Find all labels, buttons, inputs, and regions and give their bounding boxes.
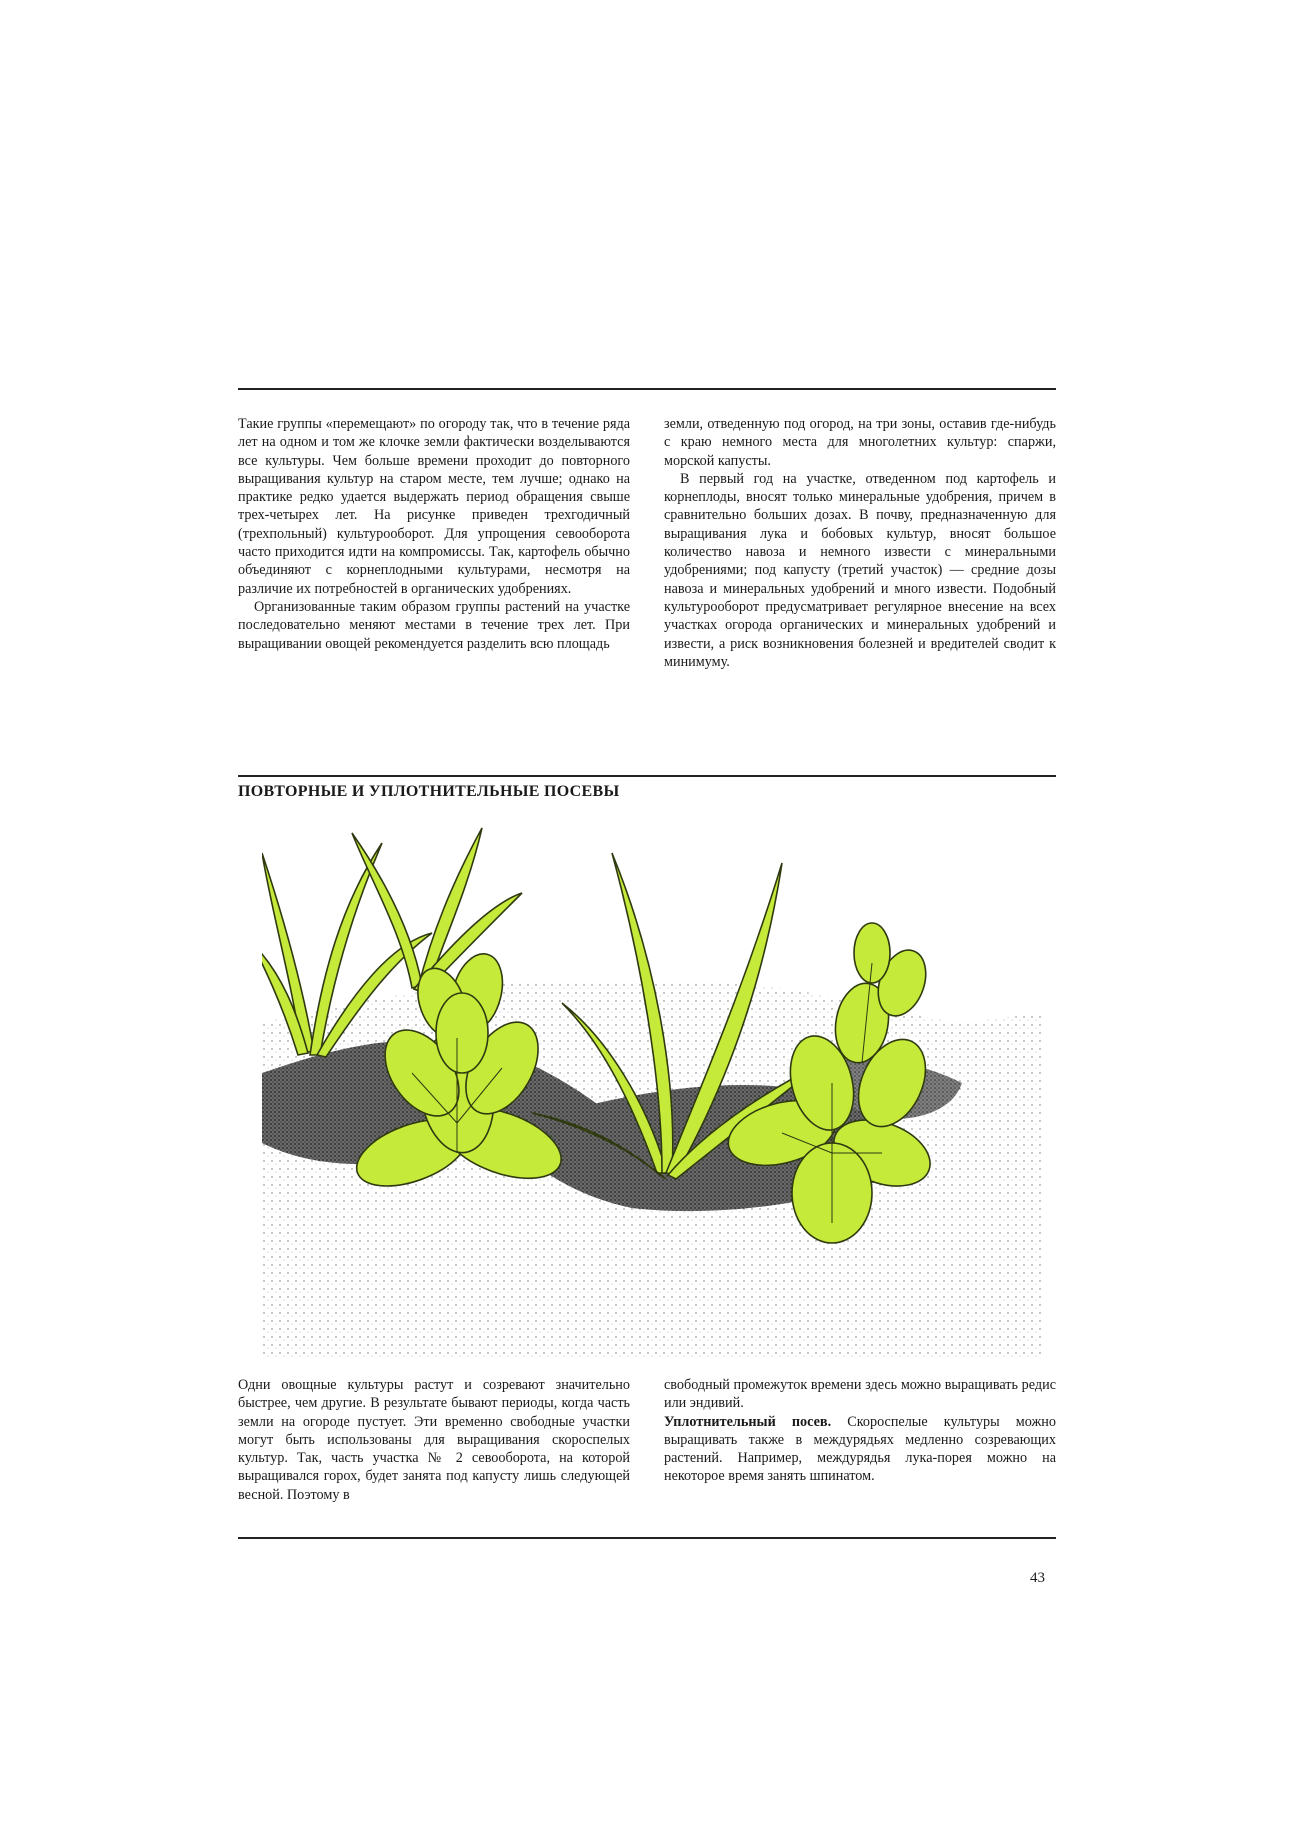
bottom-left-column [238,1376,630,1504]
paragraph [664,1413,1056,1486]
paragraph: Такие группы «перемещают» по огороду так, что в течение ряда лет на одном и том же клочке земли фактически возделываются все культуры. Чем больше времени проходит до повторного выращивания культур на старом месте, тем лучше; однако на практике редко удается выдержать период обращения свыше трех-четырех лет. На рисунке приведен трехгодичный (трехпольный) культурооборот. Для упрощения севооборота часто приходится идти на компромиссы. Так, картофель обычно объединяют с корнеплодными культурами, несмотря на различие их потребностей в органических удобрениях. [238,416,630,597]
bold-term: Уплотнительный посев. [664,1413,832,1430]
paragraph: Организованные таким образом группы растений на участке последовательно меняют местами в течение трех лет. При выращивании овощей рекомендуется разделить всю площадь [238,598,630,652]
section-heading: ПОВТОРНЫЕ И УПЛОТНИТЕЛЬНЫЕ ПОСЕВЫ [238,783,620,800]
top-rule [238,388,1056,390]
paragraph: Одни овощные культуры растут и созревают значительно быстрее, чем другие. В результате бывают периоды, когда часть земли на огороде пустует. Эти временно свободные участки могут быть использованы для выращивания скороспелых культур. Так, часть участка № 2 севооборота, на которой выращивался горох, будет занята под капусту лишь следующей весной. Поэтому в [238,1377,630,1503]
paragraph: свободный промежуток времени здесь можно выращивать редис или эндивий. [664,1377,1056,1412]
bottom-rule [238,1537,1056,1539]
paragraph: В первый год на участке, отведенном под картофель и корнеплоды, вносят только минеральные удобрения, причем в сравнительно больших дозах. В почву, предназначенную для выращивания лука и бобовых культур, вносят большое количество навоза и немного извести с минеральными удобрениями; под капусту (третий участок) — средние дозы навоза и минеральных удобрений и много извести. Подобный культурооборот предусматривает регулярное внесение на всех участках огорода органических и минеральных удобрений и извести, а риск возникновения болезней и вредителей сводит к минимуму. [664,470,1056,670]
top-right-column [664,415,1056,671]
paragraph-text: Скороспелые культуры можно выращивать также в междурядьях медленно созревающих растений. Например, междурядья лука-порея можно на некоторое время занять шпинатом. [664,1413,1056,1485]
top-left-column [238,415,630,653]
page-number: 43 [1030,1570,1045,1586]
paragraph: земли, отведенную под огород, на три зоны, оставив где-нибудь с краю немного места для многолетних культур: спаржи, морской капусты. [664,416,1056,469]
section-rule [238,775,1056,777]
bottom-right-column [664,1376,1056,1486]
garden-beds-illustration [262,823,1042,1359]
